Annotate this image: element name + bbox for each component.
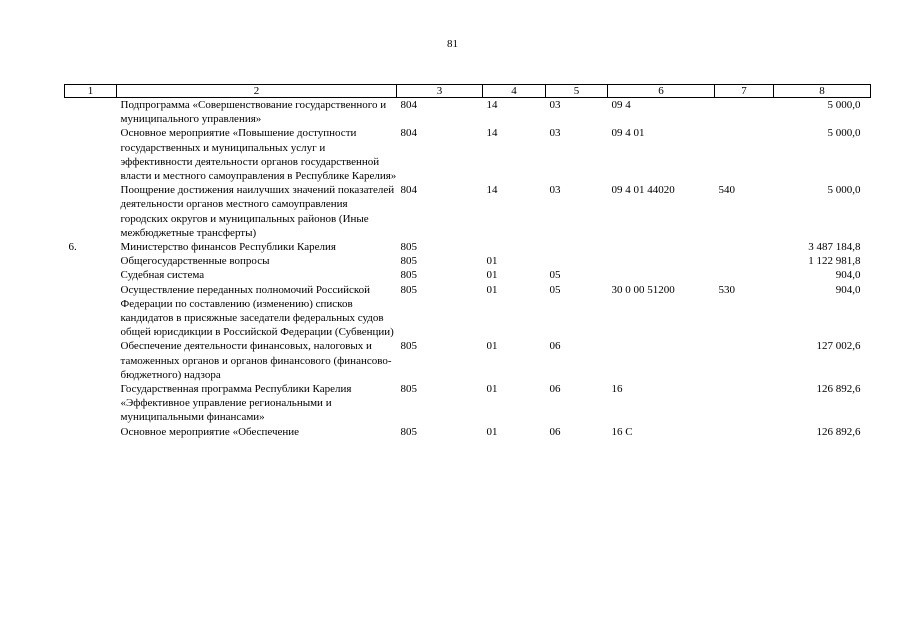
section-code-cell: 01 — [486, 425, 498, 438]
target-article-cell: 16 — [611, 383, 623, 396]
amount-cell: 904,0 — [835, 283, 861, 296]
subsection-code-cell: 05 — [549, 269, 561, 282]
amount-cell: 127 002,6 — [816, 340, 861, 353]
column-header: 6 — [608, 85, 715, 98]
table-row — [65, 425, 871, 439]
amount-cell: 3 487 184,8 — [808, 241, 861, 254]
row-number-cell — [65, 382, 117, 425]
amount-cell: 5 000,0 — [827, 184, 861, 197]
target-article-cell: 09 4 — [611, 99, 631, 111]
amount-cell: 126 892,6 — [816, 383, 861, 396]
row-number-cell — [65, 98, 117, 127]
row-number-cell: 6. — [68, 241, 77, 254]
name-cell: Общегосударственные вопросы — [120, 255, 270, 268]
expense-type-cell — [715, 268, 774, 282]
name-cell: Министерство финансов Республики Карелия — [120, 241, 336, 254]
expense-type-cell: 530 — [718, 283, 735, 296]
subsection-code-cell — [546, 254, 608, 268]
expense-type-cell — [715, 98, 774, 127]
name-cell: Основное мероприятие «Повышение доступности государственных и муниципальных услуг и эффективности деятельности органов государственной власти и местного самоуправления в Республике Карелия» — [120, 127, 397, 183]
table-row — [65, 382, 871, 425]
subsection-code-cell: 06 — [549, 425, 561, 438]
target-article-cell: 09 4 01 — [611, 127, 645, 140]
ministry-code-cell: 805 — [400, 340, 417, 353]
table-row — [65, 126, 871, 183]
target-article-cell — [608, 268, 715, 282]
subsection-code-cell: 06 — [549, 383, 561, 396]
ministry-code-cell: 804 — [400, 99, 417, 111]
section-code-cell: 01 — [486, 383, 498, 396]
subsection-code-cell: 06 — [549, 340, 561, 353]
subsection-code-cell: 03 — [549, 127, 561, 140]
section-code-cell: 01 — [486, 269, 498, 282]
target-article-cell — [608, 254, 715, 268]
section-code-cell — [483, 240, 546, 254]
subsection-code-cell: 03 — [549, 184, 561, 197]
row-number-cell — [65, 283, 117, 340]
name-cell: Государственная программа Республики Карелия «Эффективное управление региональными и муниципальными финансами» — [120, 383, 352, 424]
column-header: 7 — [715, 85, 774, 98]
table-row — [65, 339, 871, 382]
table-body — [65, 98, 871, 439]
ministry-code-cell: 804 — [400, 184, 417, 197]
table-row — [65, 268, 871, 282]
row-number-cell — [65, 183, 117, 240]
page-number: 81 — [447, 38, 458, 50]
row-number-cell — [65, 339, 117, 382]
ministry-code-cell: 805 — [400, 283, 417, 296]
row-number-cell — [65, 126, 117, 183]
column-header: 1 — [65, 85, 117, 98]
target-article-cell — [608, 339, 715, 382]
target-article-cell: 09 4 01 44020 — [611, 184, 675, 197]
section-code-cell: 01 — [486, 255, 498, 268]
ministry-code-cell: 805 — [400, 255, 417, 268]
column-header: 2 — [117, 85, 397, 98]
row-number-cell — [65, 268, 117, 282]
row-number-cell — [65, 425, 117, 439]
ministry-code-cell: 805 — [400, 241, 417, 254]
amount-cell: 126 892,6 — [816, 425, 861, 438]
column-header: 5 — [546, 85, 608, 98]
amount-cell: 5 000,0 — [827, 99, 861, 111]
section-code-cell: 14 — [486, 184, 498, 197]
ministry-code-cell: 805 — [400, 425, 417, 438]
target-article-cell — [608, 240, 715, 254]
amount-cell: 904,0 — [835, 269, 861, 282]
budget-table — [64, 84, 871, 439]
name-cell: Осуществление переданных полномочий Российской Федерации по составлению (изменению) списков кандидатов в присяжные заседатели федеральных судов общей юрисдикции в Российской Федерации (Субвенции) — [120, 283, 394, 339]
table-header — [65, 85, 871, 98]
table-row — [65, 183, 871, 240]
name-cell: Основное мероприятие «Обеспечение — [120, 425, 300, 438]
column-header: 3 — [397, 85, 483, 98]
expense-type-cell — [715, 339, 774, 382]
table-row — [65, 98, 871, 127]
name-cell: Подпрограмма «Совершенствование государственного и муниципального управления» — [120, 99, 387, 126]
expense-type-cell — [715, 425, 774, 439]
column-header: 4 — [483, 85, 546, 98]
name-cell: Поощрение достижения наилучших значений показателей деятельности органов местного самоуправления городских округов и муниципальных районов (Иные межбюджетные трансферты) — [120, 184, 395, 239]
expense-type-cell — [715, 126, 774, 183]
section-code-cell: 01 — [486, 283, 498, 296]
amount-cell: 5 000,0 — [827, 127, 861, 140]
header-row — [65, 85, 871, 98]
expense-type-cell — [715, 254, 774, 268]
ministry-code-cell: 805 — [400, 383, 417, 396]
column-header: 8 — [774, 85, 871, 98]
section-code-cell: 14 — [486, 127, 498, 140]
expense-type-cell — [715, 382, 774, 425]
expense-type-cell: 540 — [718, 184, 735, 197]
ministry-code-cell: 804 — [400, 127, 417, 140]
row-number-cell — [65, 254, 117, 268]
target-article-cell: 30 0 00 51200 — [611, 283, 675, 296]
amount-cell: 1 122 981,8 — [808, 255, 861, 268]
section-code-cell: 14 — [486, 99, 498, 111]
subsection-code-cell: 03 — [549, 99, 561, 111]
table-row — [65, 254, 871, 268]
expense-type-cell — [715, 240, 774, 254]
target-article-cell: 16 С — [611, 425, 633, 438]
section-code-cell: 01 — [486, 340, 498, 353]
subsection-code-cell — [546, 240, 608, 254]
ministry-code-cell: 805 — [400, 269, 417, 282]
name-cell: Обеспечение деятельности финансовых, налоговых и таможенных органов и органов финансового (финансово-бюджетного) надзора — [120, 340, 392, 381]
table-row — [65, 240, 871, 254]
subsection-code-cell: 05 — [549, 283, 561, 296]
table-row — [65, 283, 871, 340]
name-cell: Судебная система — [120, 269, 205, 282]
